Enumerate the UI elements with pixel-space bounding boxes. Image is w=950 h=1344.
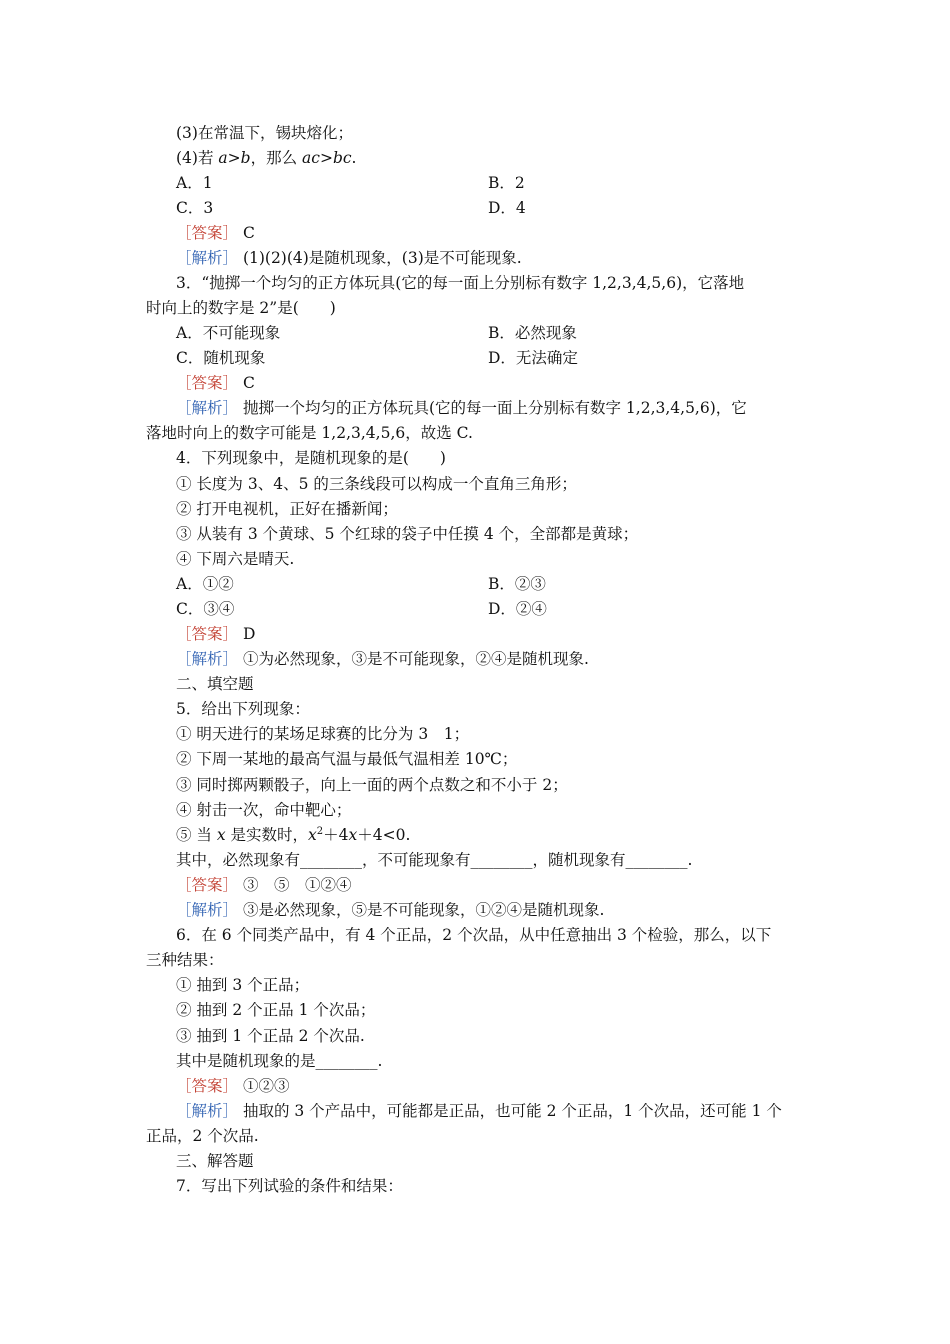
answer-tag: ［答案］ <box>176 1077 239 1095</box>
q6-item-1: ① 抽到 3 个正品； <box>176 976 310 994</box>
q2-option-b: B．2 <box>488 174 525 192</box>
q5-explanation <box>176 900 604 920</box>
q4-item-1: ① 长度为 3、4、5 的三条线段可以构成一个直角三角形； <box>176 475 577 493</box>
answer-text: ①②③ <box>238 1077 290 1095</box>
q3-option-b: B．必然现象 <box>488 324 577 342</box>
q2-option-c: C．3 <box>176 199 214 217</box>
q4-option-c: C．③④ <box>176 600 235 618</box>
answer-text: C <box>238 374 255 392</box>
text: ⑤ 当 <box>176 826 217 844</box>
answer-tag: ［答案］ <box>176 625 239 643</box>
text: . <box>351 149 357 167</box>
explanation-tag: ［解析］ <box>176 399 239 417</box>
q7-stem: 7．写出下列试验的条件和结果： <box>176 1177 403 1195</box>
var: ac <box>302 149 320 167</box>
q3-stem-line2: 时向上的数字是 2”是( ) <box>146 299 336 317</box>
explanation-tag: ［解析］ <box>176 1102 239 1120</box>
var: x <box>216 826 226 844</box>
q3-answer <box>176 373 255 393</box>
q2-option-d: D．4 <box>488 199 526 217</box>
explanation-tag: ［解析］ <box>176 249 239 267</box>
q5-item-3: ③ 同时掷两颗骰子，向上一面的两个点数之和不小于 2； <box>176 776 568 794</box>
q4-option-b: B．②③ <box>488 575 546 593</box>
answer-text: C <box>238 224 255 242</box>
answer-text: D <box>238 625 256 643</box>
var: a <box>218 149 228 167</box>
q6-stem-line2: 三种结果： <box>146 951 224 969</box>
q4-item-3: ③ 从装有 3 个黄球、5 个红球的袋子中任摸 4 个，全部都是黄球； <box>176 525 639 543</box>
var: b <box>240 149 251 167</box>
q2-answer <box>176 223 255 243</box>
q2-item-3: (3)在常温下，锡块熔化； <box>176 124 353 142</box>
q5-blanks: 其中，必然现象有________，不可能现象有________，随机现象有________. <box>176 851 693 869</box>
q5-stem: 5．给出下列现象： <box>176 700 310 718</box>
q4-answer <box>176 624 255 644</box>
var: x <box>348 826 358 844</box>
explanation-tag: ［解析］ <box>176 650 239 668</box>
explanation-text: 抽取的 3 个产品中，可能都是正品，也可能 2 个正品，1 个次品，还可能 1 个 <box>238 1102 782 1120</box>
q4-item-4: ④ 下周六是晴天. <box>176 550 295 568</box>
answer-tag: ［答案］ <box>176 876 239 894</box>
text: ＋4 <box>323 826 349 844</box>
text: ＋4<0. <box>357 826 411 844</box>
explanation-text: ③是必然现象，⑤是不可能现象，①②④是随机现象. <box>238 901 605 919</box>
q3-option-d: D．无法确定 <box>488 349 578 367</box>
text: (4)若 <box>176 149 219 167</box>
explanation-text: 抛掷一个均匀的正方体玩具(它的每一面上分别标有数字 1,2,3,4,5,6)，它 <box>238 399 747 417</box>
q4-option-d: D．②④ <box>488 600 547 618</box>
exponent: 2 <box>316 825 324 837</box>
answer-tag: ［答案］ <box>176 374 239 392</box>
section-heading-answer: 三、解答题 <box>176 1152 254 1170</box>
q6-item-3: ③ 抽到 1 个正品 2 个次品. <box>176 1027 365 1045</box>
explanation-text: (1)(2)(4)是随机现象，(3)是不可能现象. <box>238 249 522 267</box>
section-heading-fill-in: 二、填空题 <box>176 675 254 693</box>
q3-explanation-line1 <box>176 398 747 418</box>
q3-option-a: A．不可能现象 <box>176 324 281 342</box>
q4-option-a: A．①② <box>176 575 234 593</box>
q2-item-4 <box>176 148 356 168</box>
answer-text: ③ ⑤ ①②④ <box>238 876 352 894</box>
q5-item-5 <box>176 825 410 845</box>
q2-explanation <box>176 248 522 268</box>
q5-item-2: ② 下周一某地的最高气温与最低气温相差 10℃； <box>176 750 518 768</box>
q6-explanation-line1 <box>176 1101 782 1121</box>
q5-item-1: ① 明天进行的某场足球赛的比分为 3 1； <box>176 725 470 743</box>
q6-answer <box>176 1076 289 1096</box>
q3-stem-line1: 3．“抛掷一个均匀的正方体玩具(它的每一面上分别标有数字 1,2,3,4,5,6)，它落地 <box>176 274 745 292</box>
q4-item-2: ② 打开电视机，正好在播新闻； <box>176 500 398 518</box>
explanation-text: ①为必然现象，③是不可能现象，②④是随机现象. <box>238 650 589 668</box>
answer-tag: ［答案］ <box>176 224 239 242</box>
q4-stem: 4．下列现象中，是随机现象的是( ) <box>176 449 446 467</box>
explanation-tag: ［解析］ <box>176 901 239 919</box>
text: > <box>227 149 241 167</box>
q6-explanation-line2: 正品，2 个次品. <box>146 1127 259 1145</box>
q5-item-4: ④ 射击一次，命中靶心； <box>176 801 352 819</box>
q6-item-2: ② 抽到 2 个正品 1 个次品； <box>176 1001 376 1019</box>
q3-option-c: C．随机现象 <box>176 349 266 367</box>
var: bc <box>332 149 352 167</box>
var: x <box>308 826 317 844</box>
text: 是实数时， <box>225 826 309 844</box>
q3-explanation-line2: 落地时向上的数字可能是 1,2,3,4,5,6，故选 C. <box>146 424 473 442</box>
q6-blank: 其中是随机现象的是________. <box>176 1052 383 1070</box>
q4-explanation <box>176 649 589 669</box>
q6-stem-line1: 6．在 6 个同类产品中，有 4 个正品，2 个次品，从中任意抽出 3 个检验，那么，以下 <box>176 926 772 944</box>
text: > <box>319 149 333 167</box>
text: ，那么 <box>250 149 303 167</box>
q5-answer <box>176 875 351 895</box>
q2-option-a: A．1 <box>176 174 213 192</box>
